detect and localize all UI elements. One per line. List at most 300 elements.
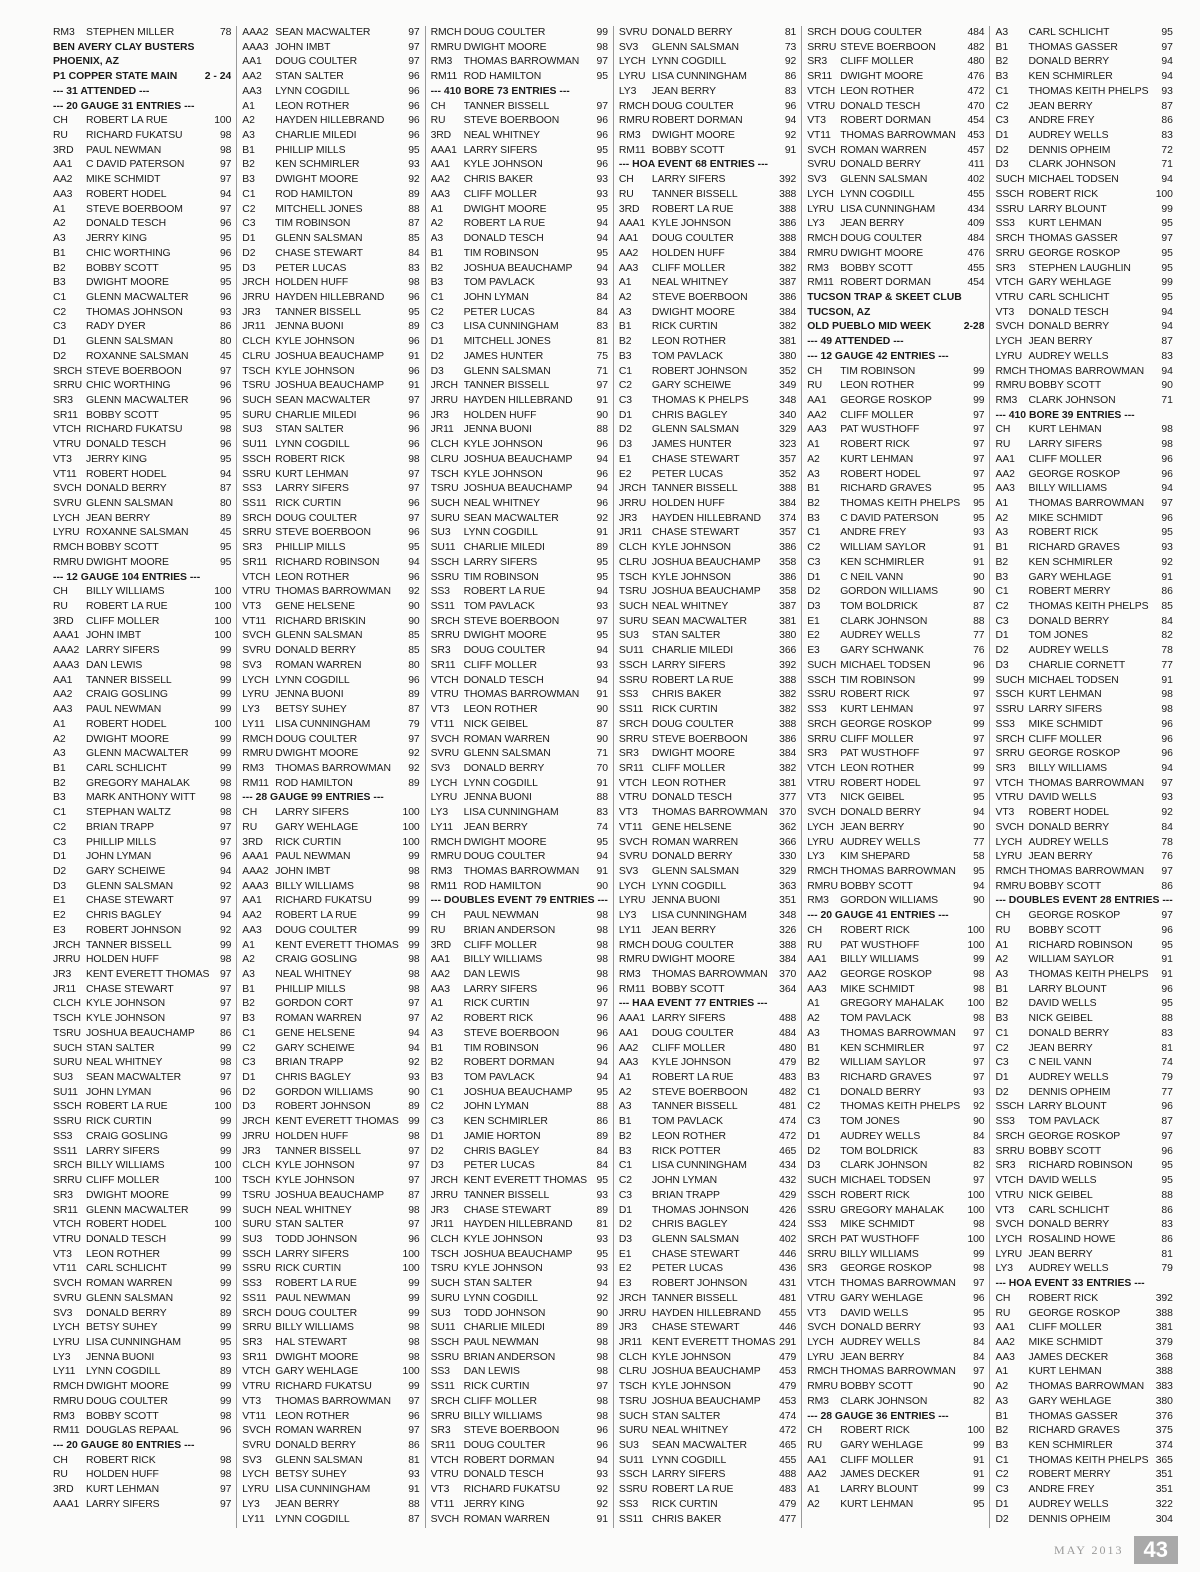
result-row [53, 1307, 231, 1322]
result-row [53, 880, 231, 895]
result-row [995, 1218, 1172, 1233]
shooter-name: RICK CURTIN [463, 1381, 530, 1393]
result-row [619, 203, 796, 218]
score: 94 [596, 1057, 608, 1069]
class-code: LY3 [618, 85, 637, 97]
class-code: SR3 [807, 56, 828, 68]
class-code: B1 [807, 483, 820, 495]
score: 97 [408, 1160, 420, 1172]
class-code: AA1 [995, 453, 1015, 465]
class-code: SV3 [618, 41, 639, 53]
shooter-name: GEORGE ROSKOP [840, 718, 932, 730]
class-code: B3 [53, 792, 66, 804]
result-row [431, 1042, 608, 1057]
result-row [242, 1424, 419, 1439]
class-code: LYCH [242, 1469, 269, 1481]
result-row [619, 1292, 796, 1307]
result-row [807, 85, 984, 100]
class-code: SVRU [807, 159, 836, 171]
result-row [431, 836, 608, 851]
result-row [53, 1336, 231, 1351]
shooter-name: ROMAN WARREN [651, 836, 739, 848]
class-code: SRCH [430, 615, 460, 627]
result-row [619, 409, 796, 424]
score: 71 [1161, 394, 1173, 406]
score: 93 [596, 277, 608, 289]
shooter-name: CLARK JOHNSON [1028, 394, 1116, 406]
result-row [807, 203, 984, 218]
class-code: A2 [995, 954, 1008, 966]
result-row [431, 1292, 608, 1307]
result-row [807, 526, 984, 541]
score: 446 [779, 1322, 797, 1334]
class-code: C3 [618, 1189, 632, 1201]
result-row [431, 1321, 608, 1336]
score: 83 [596, 321, 608, 333]
shooter-name: C NEIL VANN [1028, 1057, 1092, 1069]
score: 97 [973, 1175, 985, 1187]
score: 91 [784, 144, 797, 156]
result-row [995, 1145, 1172, 1160]
class-code: B1 [53, 762, 66, 774]
result-row [807, 1248, 984, 1263]
score: 98 [1161, 439, 1173, 451]
event-separator: --- 410 BORE 39 ENTRIES --- [995, 409, 1135, 421]
class-code: B3 [430, 277, 444, 289]
shooter-name: CRAIG GOSLING [275, 954, 358, 966]
score: 89 [596, 1204, 608, 1216]
class-code: RMRU [430, 851, 462, 863]
shooter-name: JOSHUA BEAUCHAMP [463, 1086, 573, 1098]
shooter-name: CLIFF MOLLER [463, 939, 537, 951]
result-row [807, 1086, 984, 1101]
class-code: RMCH [807, 1366, 838, 1378]
result-row [807, 144, 984, 159]
score: 91 [973, 1454, 985, 1466]
score: 96 [408, 130, 420, 142]
shooter-name: BILLY WILLIAMS [275, 1322, 354, 1334]
result-row [807, 262, 984, 277]
class-code: RMRU [995, 380, 1027, 392]
score: 99 [408, 895, 420, 907]
shooter-name: NEAL WHITNEY [275, 969, 352, 980]
score: 93 [596, 188, 608, 200]
score: 84 [1161, 615, 1173, 627]
score: 81 [596, 336, 608, 348]
score: 94 [1161, 321, 1173, 333]
heading-text: PHOENIX, AZ [53, 56, 120, 68]
shooter-name: DWIGHT MOORE [463, 630, 547, 642]
class-code: SU3 [618, 1440, 639, 1451]
class-code: SS3 [995, 1116, 1015, 1128]
shooter-name: THOMAS K PHELPS [651, 394, 749, 406]
result-row [995, 423, 1172, 438]
score: 99 [973, 1248, 985, 1260]
shooter-name: ROMAN WARREN [463, 1513, 550, 1525]
result-row [53, 1071, 231, 1086]
shooter-name: CHARLIE MILEDI [463, 1322, 545, 1334]
shooter-name: ROBERT LA RUE [651, 1484, 734, 1496]
score: 381 [779, 615, 797, 627]
event-separator: --- HOA EVENT 68 ENTRIES --- [618, 159, 769, 171]
class-code: SS11 [242, 1292, 267, 1304]
shooter-name: DONALD BERRY [840, 1322, 921, 1334]
shooter-name: DONALD BERRY [275, 1440, 356, 1451]
result-row [53, 1410, 231, 1425]
score: 94 [596, 1072, 608, 1084]
shooter-name: RICK CURTIN [275, 498, 341, 509]
class-code: SU11 [618, 1454, 644, 1466]
shooter-name: C DAVID PATERSON [86, 159, 185, 171]
shooter-name: KURT LEHMAN [840, 704, 914, 716]
class-code: C1 [995, 1454, 1009, 1466]
shooter-name: CARL SCHLICHT [86, 1263, 167, 1275]
score: 330 [779, 851, 797, 863]
result-row [242, 41, 419, 56]
results-column [613, 26, 801, 1528]
heading-text: BEN AVERY CLAY BUSTERS [53, 41, 195, 53]
shooter-name: CLIFF MOLLER [1028, 1322, 1102, 1334]
shooter-name: LYNN COGDILL [651, 1454, 727, 1466]
shooter-name: LARRY BLOUNT [1028, 203, 1107, 215]
class-code: LYCH [807, 821, 834, 833]
class-code: B3 [242, 1013, 255, 1025]
shooter-name: GLENN SALSMAN [651, 1233, 739, 1245]
result-row [995, 1439, 1172, 1454]
shooter-name: AUDREY WELLS [1028, 645, 1109, 657]
shooter-name: LARRY SIFERS [275, 807, 349, 819]
shooter-name: GORDON WILLIAMS [840, 586, 938, 598]
class-code: SRCH [242, 1307, 272, 1319]
result-row [995, 276, 1172, 291]
result-row [53, 1174, 231, 1189]
class-code: TSCH [618, 571, 647, 583]
shooter-name: KURT LEHMAN [275, 468, 349, 480]
class-code: TSRU [430, 1263, 459, 1275]
result-row [619, 571, 796, 586]
score: 97 [408, 1395, 420, 1407]
class-code: C2 [995, 100, 1009, 112]
shooter-name: CHARLIE MILEDI [463, 542, 545, 554]
score: 97 [219, 998, 232, 1010]
class-code: LYRU [53, 1336, 80, 1348]
score: 78 [219, 27, 232, 38]
shooter-name: BILLY WILLIAMS [1028, 483, 1107, 495]
result-row [807, 41, 984, 56]
shooter-name: KURT LEHMAN [840, 1498, 914, 1510]
score: 80 [408, 659, 420, 671]
shooter-name: ROBERT LA RUE [651, 203, 734, 215]
shooter-name: HOLDEN HUFF [275, 1130, 349, 1142]
result-row [431, 1086, 608, 1101]
class-code: LY11 [242, 718, 265, 730]
class-code: SS11 [430, 1381, 455, 1393]
result-row [995, 806, 1172, 821]
result-row [619, 1189, 796, 1204]
result-row [807, 585, 984, 600]
score: 365 [1155, 1454, 1173, 1466]
score: 93 [596, 601, 608, 613]
result-row [619, 1468, 796, 1483]
class-code: SVRU [618, 27, 648, 38]
result-row [431, 1218, 608, 1233]
class-code: CLCH [430, 439, 459, 451]
result-row [431, 26, 608, 41]
class-code: SRRU [995, 1145, 1025, 1157]
class-code: LYCH [53, 1322, 80, 1334]
shooter-name: LISA CUNNINGHAM [651, 71, 747, 83]
result-row [242, 1174, 419, 1189]
shooter-name: LARRY SIFERS [651, 1469, 726, 1481]
result-row [53, 482, 231, 497]
shooter-name: BOBBY SCOTT [1028, 1145, 1102, 1157]
class-code: B1 [430, 247, 444, 259]
result-row [242, 85, 419, 100]
score: 96 [1161, 1145, 1173, 1157]
score: 99 [973, 762, 985, 774]
result-row [995, 217, 1172, 232]
shooter-name: DWIGHT MOORE [86, 733, 169, 745]
result-row [53, 1130, 231, 1145]
class-code: SUCH [242, 1204, 272, 1216]
class-code: SVRU [242, 645, 271, 657]
shooter-name: JEAN BERRY [1028, 336, 1093, 348]
shooter-name: BRIAN TRAPP [275, 1057, 344, 1069]
result-row [431, 1233, 608, 1248]
shooter-name: LYNN COGDILL [840, 188, 915, 200]
score: 436 [779, 1263, 797, 1275]
class-code: C3 [242, 218, 256, 230]
score: 90 [973, 1381, 985, 1393]
shooter-name: JEAN BERRY [651, 85, 716, 97]
shooter-name: LYNN COGDILL [275, 674, 350, 686]
shooter-name: GEORGE ROSKOP [1028, 247, 1121, 259]
class-code: AAA3 [242, 880, 269, 892]
result-row [995, 541, 1172, 556]
shooter-name: DONALD TESCH [840, 100, 921, 112]
score: 472 [779, 1425, 797, 1437]
shooter-name: SEAN MACWALTER [463, 512, 559, 524]
class-code: LYCH [995, 836, 1023, 848]
result-row [995, 1204, 1172, 1219]
shooter-name: THOMAS BARROWMAN [1028, 777, 1145, 789]
shooter-name: RICHARD FUKATSU [463, 1484, 561, 1496]
class-code: LYCH [618, 880, 646, 892]
shooter-name: MIKE SCHMIDT [86, 174, 161, 186]
class-code: SURU [618, 1425, 648, 1437]
class-code: C3 [242, 1057, 256, 1069]
score: 100 [214, 718, 232, 730]
class-code: LYRU [807, 203, 834, 215]
class-code: VTRU [807, 100, 836, 112]
result-row [807, 438, 984, 453]
result-row [431, 1071, 608, 1086]
class-code: C3 [995, 1057, 1009, 1069]
result-row [431, 556, 608, 571]
shooter-name: PAUL NEWMAN [463, 1336, 539, 1348]
score: 98 [596, 910, 608, 922]
score: 96 [408, 571, 420, 583]
score: 97 [596, 56, 608, 68]
result-row [619, 1277, 796, 1292]
result-row [242, 55, 419, 70]
class-code: AA1 [618, 233, 639, 245]
score: 97 [973, 704, 985, 716]
score: 91 [973, 1469, 985, 1481]
shooter-name: KURT LEHMAN [1028, 1366, 1102, 1378]
class-code: LYCH [430, 777, 458, 789]
class-code: B3 [995, 1013, 1008, 1025]
score: 402 [779, 1233, 797, 1245]
class-code: SURU [430, 512, 460, 524]
class-code: SRRU [807, 1248, 837, 1260]
class-code: B3 [242, 174, 255, 186]
shooter-name: GLENN SALSMAN [86, 498, 174, 509]
shooter-name: TANNER BISSELL [275, 306, 361, 318]
class-code: LYCH [53, 512, 80, 524]
shooter-name: GENE HELSENE [275, 1027, 355, 1039]
score: 382 [779, 321, 797, 333]
result-row [995, 1115, 1172, 1130]
class-code: AA3 [242, 85, 262, 97]
score: 99 [408, 910, 420, 922]
score: 98 [219, 424, 232, 436]
shooter-name: BOBBY SCOTT [840, 880, 913, 892]
result-row [431, 188, 608, 203]
class-code: D3 [995, 659, 1009, 671]
class-code: B3 [995, 571, 1008, 583]
shooter-name: LARRY SIFERS [651, 174, 726, 186]
class-code: RMCH [995, 865, 1027, 877]
score: 348 [779, 394, 797, 406]
shooter-name: KYLE JOHNSON [275, 1175, 355, 1187]
score: 388 [779, 939, 797, 951]
score: 97 [1161, 498, 1173, 509]
score: 455 [779, 1454, 797, 1466]
class-code: SR11 [242, 556, 268, 568]
result-row [53, 526, 231, 541]
shooter-name: BILLY WILLIAMS [1028, 762, 1107, 774]
score: 99 [219, 1381, 232, 1393]
score: 97 [1161, 865, 1173, 877]
result-row [242, 1012, 419, 1027]
class-code: SRCH [53, 1160, 83, 1172]
class-code: RM3 [618, 969, 641, 980]
shooter-name: PETER LUCAS [463, 1160, 535, 1172]
score: 92 [784, 130, 797, 142]
class-code: E3 [618, 1278, 632, 1290]
shooter-name: CLIFF MOLLER [463, 1395, 537, 1407]
result-row [995, 1424, 1172, 1439]
result-row [995, 1056, 1172, 1071]
result-row [995, 512, 1172, 527]
class-code: SVCH [995, 321, 1024, 333]
score: 429 [779, 1189, 797, 1201]
result-row [242, 409, 419, 424]
event-separator: --- 12 GAUGE 42 ENTRIES --- [807, 350, 949, 362]
shooter-name: BILLY WILLIAMS [840, 954, 919, 966]
class-code: A2 [618, 291, 632, 303]
class-code: RMCH [618, 100, 650, 112]
result-row [53, 541, 231, 556]
class-code: SR3 [618, 748, 639, 760]
shooter-name: DWIGHT MOORE [86, 1189, 169, 1201]
score: 93 [219, 1351, 232, 1363]
class-code: AA1 [995, 1322, 1015, 1334]
result-row [431, 409, 608, 424]
class-code: SVRU [53, 1292, 82, 1304]
score: 96 [1161, 512, 1173, 524]
score: 84 [973, 1130, 985, 1142]
shooter-name: BETSY SUHEY [275, 704, 347, 716]
class-code: SUCH [430, 498, 460, 509]
score: 98 [408, 954, 420, 966]
shooter-name: TANNER BISSELL [651, 1292, 738, 1304]
class-code: SSCH [807, 674, 836, 686]
score: 100 [402, 1263, 420, 1275]
class-code: C1 [995, 586, 1009, 598]
class-code: SS3 [242, 1278, 262, 1290]
class-code: RM11 [807, 277, 834, 289]
class-code: LY3 [242, 704, 260, 716]
score: 90 [973, 1116, 985, 1128]
shooter-name: JEAN BERRY [840, 1351, 905, 1363]
result-row [431, 939, 608, 954]
shooter-name: DENNIS OPHEIM [1028, 144, 1111, 156]
class-code: B2 [242, 159, 255, 171]
shooter-name: MIKE SCHMIDT [840, 1219, 915, 1231]
shooter-name: LARRY SIFERS [275, 483, 349, 495]
class-code: RMCH [618, 939, 650, 951]
shooter-name: WILLIAM SAYLOR [1028, 954, 1115, 966]
score: 97 [408, 468, 420, 480]
class-code: SU3 [53, 1072, 73, 1084]
class-code: AA3 [807, 424, 827, 436]
class-code: AAA3 [242, 41, 269, 53]
shooter-name: GREGORY MAHALAK [86, 777, 190, 789]
shooter-name: BOBBY SCOTT [86, 409, 159, 421]
result-row [619, 173, 796, 188]
score: 86 [1161, 1204, 1173, 1216]
shooter-name: ANDRE FREY [1028, 1484, 1095, 1496]
shooter-name: GORDON CORT [275, 998, 354, 1010]
class-code: RM3 [807, 262, 829, 274]
shooter-name: JOHN LYMAN [463, 1101, 529, 1113]
shooter-name: BOBBY SCOTT [840, 262, 913, 274]
result-row [807, 114, 984, 129]
result-row [619, 1365, 796, 1380]
score: 100 [402, 821, 420, 833]
score: 95 [973, 865, 985, 877]
result-row [807, 836, 984, 851]
class-code: JR11 [430, 424, 454, 436]
class-code: LY3 [618, 910, 637, 922]
score: 358 [779, 556, 797, 568]
result-row [807, 1027, 984, 1042]
event-separator: --- 28 GAUGE 99 ENTRIES --- [242, 792, 384, 804]
shooter-name: ROBERT HODEL [86, 188, 167, 200]
score: 100 [967, 1233, 985, 1245]
class-code: CH [807, 365, 822, 377]
result-row [619, 983, 796, 998]
result-row [431, 1145, 608, 1160]
score: 97 [219, 1484, 232, 1496]
shooter-name: NEAL WHITNEY [463, 498, 540, 509]
result-row [619, 247, 796, 262]
shooter-name: THOMAS BARROWMAN [463, 865, 580, 877]
result-row [53, 291, 231, 306]
result-row [242, 423, 419, 438]
